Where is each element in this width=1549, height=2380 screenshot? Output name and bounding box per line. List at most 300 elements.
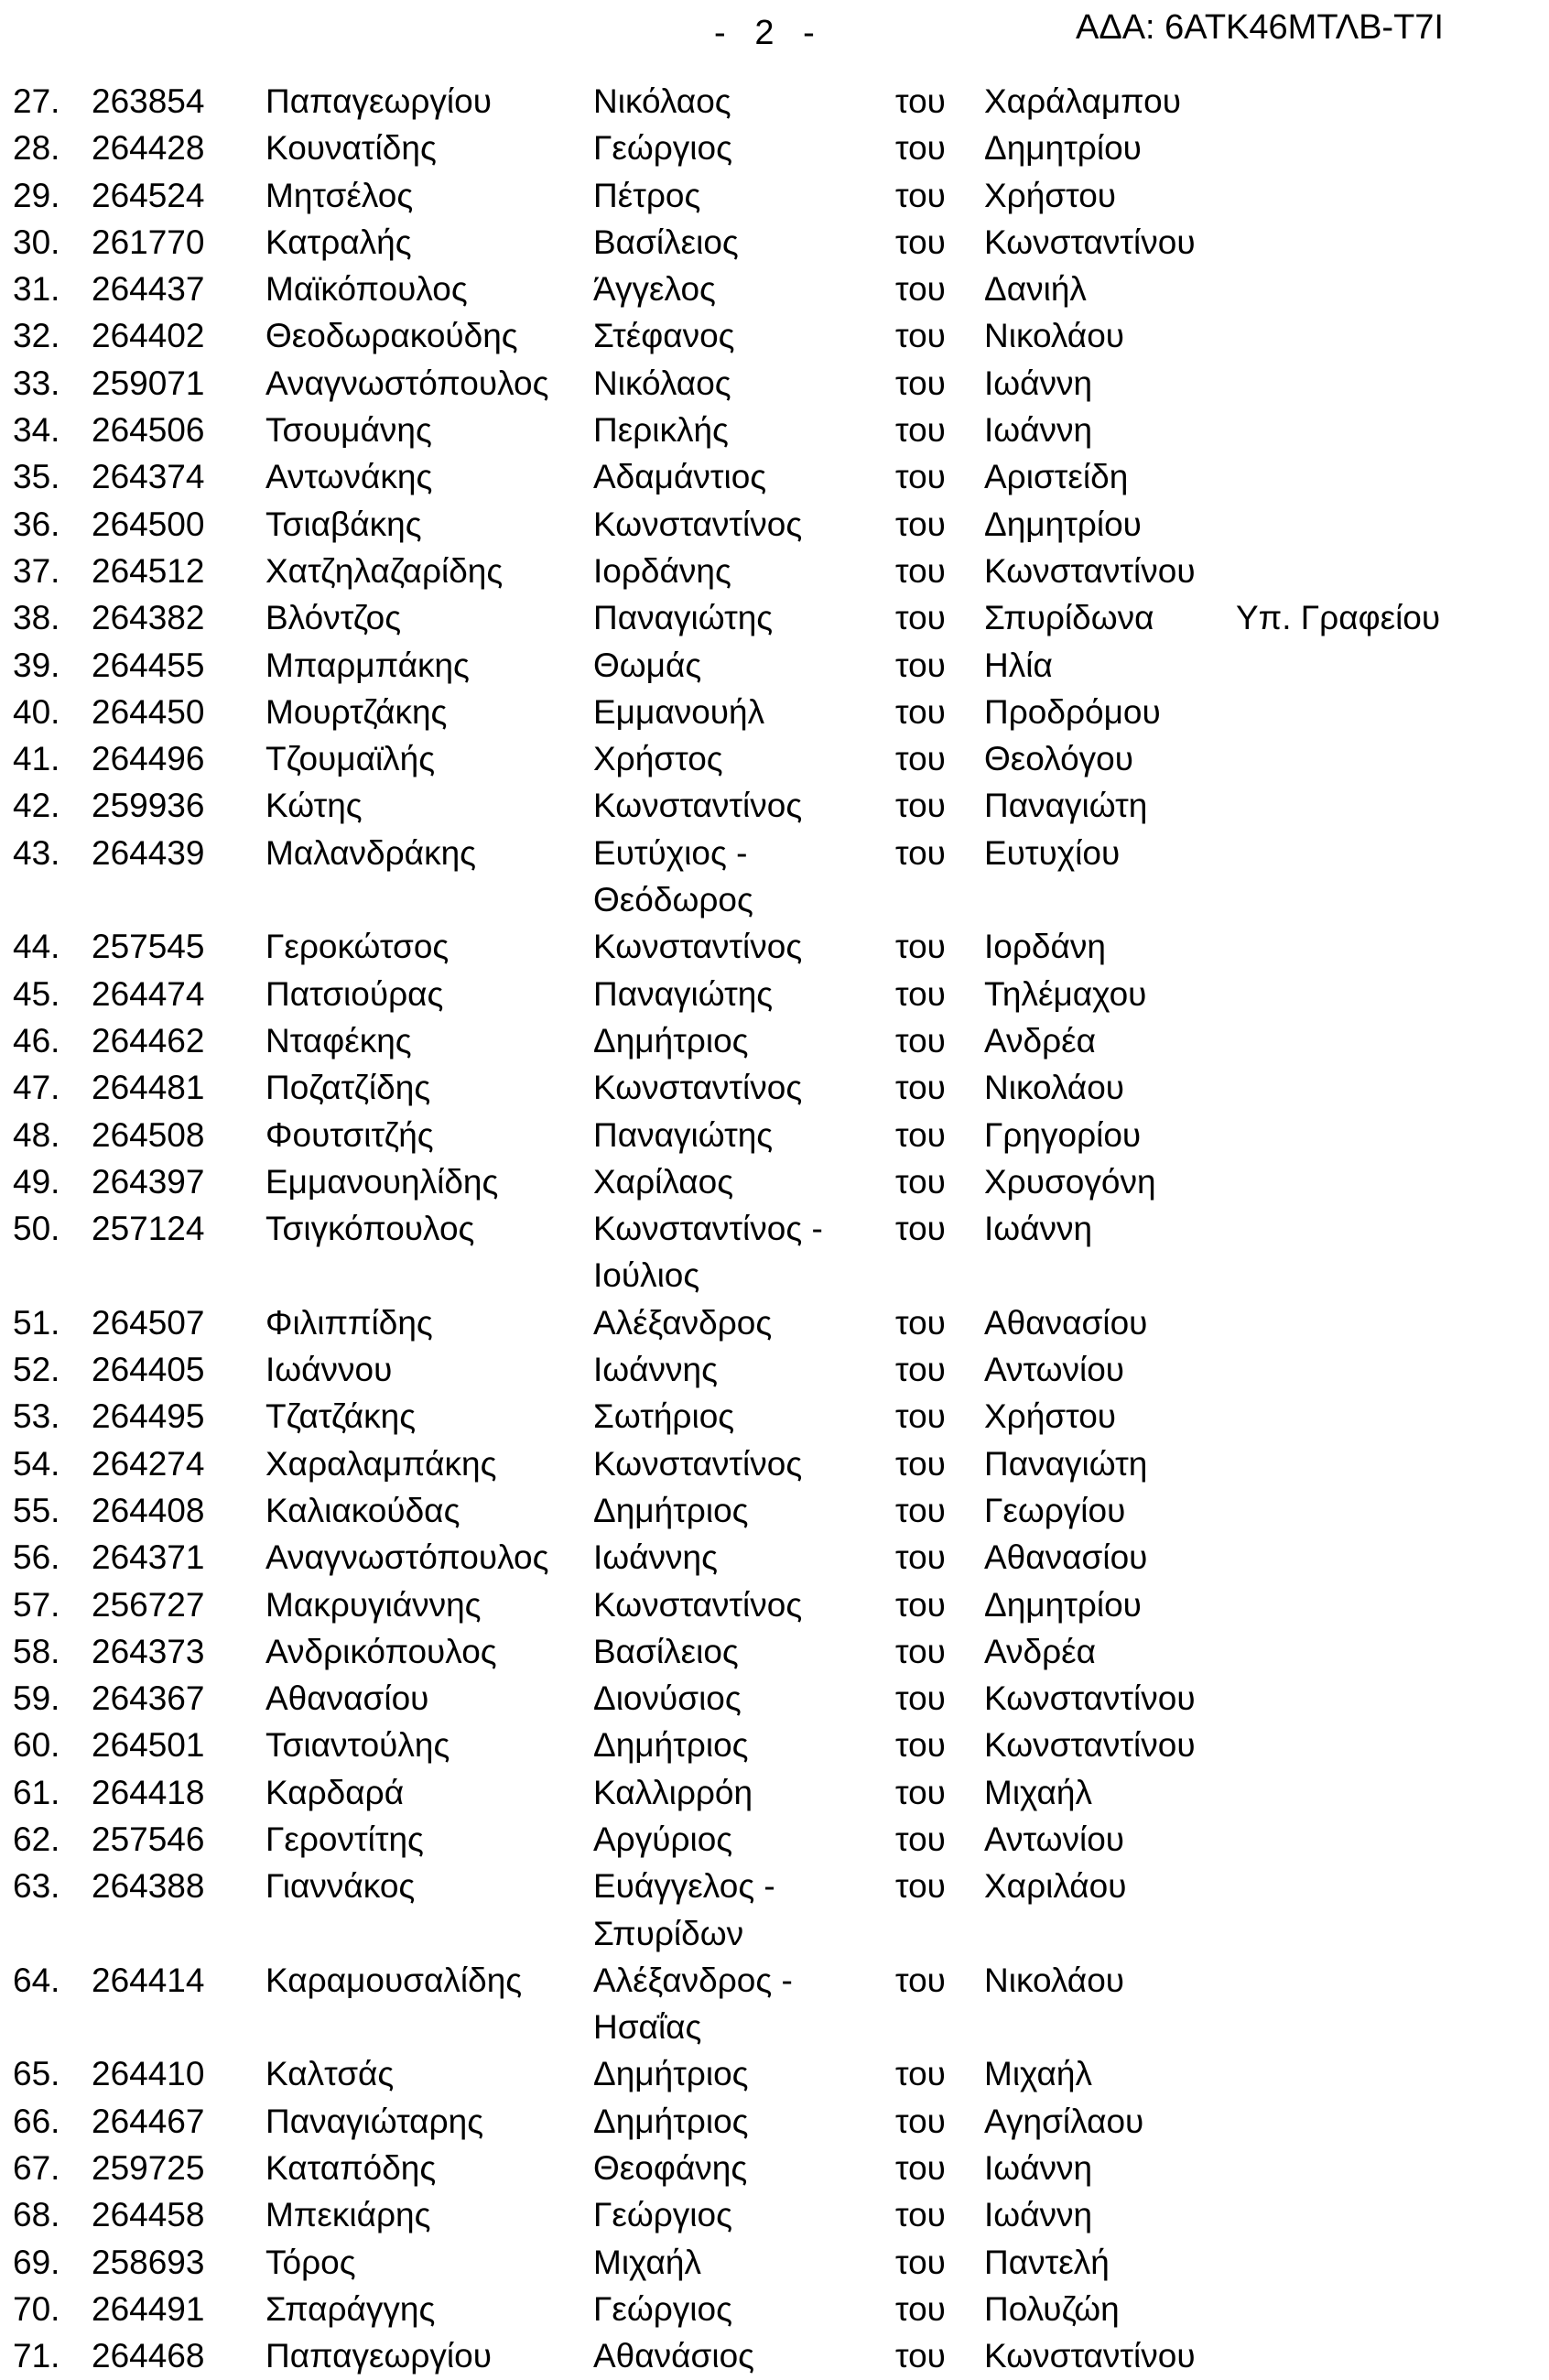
table-row — [0, 2286, 1549, 2332]
table-row — [0, 1816, 1549, 1863]
surname: Καλιακούδας — [265, 1491, 460, 1529]
registry-code: 264373 — [92, 1632, 205, 1670]
registry-code: 264467 — [92, 2102, 205, 2140]
father-prefix: του — [895, 1351, 946, 1389]
table-row — [0, 1487, 1549, 1534]
registry-code: 264481 — [92, 1069, 205, 1107]
row-number: 29. — [13, 176, 60, 214]
surname: Σπαράγγης — [265, 2289, 436, 2328]
row-number: 35. — [13, 458, 60, 496]
registry-code: 264507 — [92, 1303, 205, 1342]
table-row — [0, 453, 1549, 500]
registry-code: 256727 — [92, 1585, 205, 1624]
row-number: 55. — [13, 1491, 60, 1529]
table-row — [0, 1205, 1549, 1299]
father-name: Μιχαήλ — [984, 1773, 1092, 1811]
first-name: Βασίλειος — [593, 223, 739, 261]
row-number: 58. — [13, 1632, 60, 1670]
first-name: Νικόλαος — [593, 364, 731, 402]
father-name: Κωνσταντίνου — [984, 1679, 1196, 1718]
surname: Μουρτζάκης — [265, 692, 448, 731]
first-name: Δημήτριος — [593, 2055, 749, 2093]
first-name: Θωμάς — [593, 646, 702, 684]
surname: Αναγνωστόπουλος — [265, 1538, 549, 1577]
father-prefix: του — [895, 551, 946, 590]
father-prefix: του — [895, 646, 946, 684]
row-number: 50. — [13, 1210, 60, 1248]
first-name: Μιχαήλ — [593, 2243, 701, 2281]
father-name: Παναγιώτη — [984, 1444, 1148, 1483]
surname: Μαϊκόπουλος — [265, 270, 468, 309]
table-row — [0, 1628, 1549, 1675]
registry-code: 264388 — [92, 1867, 205, 1906]
surname: Μπεκιάρης — [265, 2196, 431, 2234]
father-name: Χρήστου — [984, 1397, 1117, 1436]
registry-code: 264468 — [92, 2337, 205, 2375]
registry-code: 264414 — [92, 1961, 205, 1999]
row-number: 57. — [13, 1585, 60, 1624]
father-prefix: του — [895, 1867, 946, 1906]
father-prefix: του — [895, 270, 946, 309]
registry-code: 264408 — [92, 1491, 205, 1529]
registry-code: 264524 — [92, 176, 205, 214]
registry-code: 259071 — [92, 364, 205, 402]
surname: Καλτσάς — [265, 2055, 395, 2093]
registry-code: 264439 — [92, 833, 205, 872]
first-name: Ιωάννης — [593, 1538, 718, 1577]
table-row — [0, 1957, 1549, 2051]
row-number: 68. — [13, 2196, 60, 2234]
table-row — [0, 1769, 1549, 1816]
father-prefix: του — [895, 740, 946, 778]
surname: Νταφέκης — [265, 1021, 412, 1060]
first-name: Δημήτριος — [593, 1021, 749, 1060]
first-name: Ιωάννης — [593, 1351, 718, 1389]
father-prefix: του — [895, 1632, 946, 1670]
registry-code: 264437 — [92, 270, 205, 309]
first-name: Γεώργιος — [593, 2289, 732, 2328]
father-name: Νικολάου — [984, 1961, 1125, 1999]
surname: Κουνατίδης — [265, 129, 437, 168]
table-row — [0, 1017, 1549, 1064]
registry-code: 264374 — [92, 458, 205, 496]
row-number: 56. — [13, 1538, 60, 1577]
father-name: Κωνσταντίνου — [984, 1726, 1196, 1765]
table-row — [0, 782, 1549, 829]
surname: Τσιαντούλης — [265, 1726, 450, 1765]
father-prefix: του — [895, 2243, 946, 2281]
row-number: 43. — [13, 833, 60, 872]
table-row — [0, 407, 1549, 453]
surname: Ανδρικόπουλος — [265, 1632, 497, 1670]
father-prefix: του — [895, 1444, 946, 1483]
father-name: Αγησίλαου — [984, 2102, 1144, 2140]
father-name: Ιωάννη — [984, 364, 1093, 402]
first-name: Κωνσταντίνος - Ιούλιος — [593, 1210, 823, 1295]
father-name: Κωνσταντίνου — [984, 223, 1196, 261]
first-name: Παναγιώτης — [593, 599, 774, 637]
first-name: Παναγιώτης — [593, 1115, 774, 1154]
table-row — [0, 1299, 1549, 1346]
father-prefix: του — [895, 458, 946, 496]
row-number: 60. — [13, 1726, 60, 1765]
first-name: Αδαμάντιος — [593, 458, 767, 496]
father-prefix: του — [895, 928, 946, 966]
registry-code: 264410 — [92, 2055, 205, 2093]
father-prefix: του — [895, 129, 946, 168]
table-row — [0, 2050, 1549, 2097]
father-prefix: του — [895, 82, 946, 120]
registry-code: 258693 — [92, 2243, 205, 2281]
table-row — [0, 1393, 1549, 1440]
father-prefix: του — [895, 1069, 946, 1107]
registry-code: 263854 — [92, 82, 205, 120]
registry-code: 264458 — [92, 2196, 205, 2234]
father-prefix: του — [895, 2337, 946, 2375]
father-name: Μιχαήλ — [984, 2055, 1092, 2093]
row-number: 48. — [13, 1115, 60, 1154]
row-number: 52. — [13, 1351, 60, 1389]
table-row — [0, 78, 1549, 125]
row-number: 44. — [13, 928, 60, 966]
registry-code: 264428 — [92, 129, 205, 168]
father-prefix: του — [895, 599, 946, 637]
registry-code: 264501 — [92, 1726, 205, 1765]
father-prefix: του — [895, 1115, 946, 1154]
surname: Τζουμαϊλής — [265, 740, 436, 778]
surname: Πατσιούρας — [265, 974, 444, 1013]
father-name: Γρηγορίου — [984, 1115, 1142, 1154]
table-row — [0, 1440, 1549, 1487]
father-name: Ιορδάνη — [984, 928, 1106, 966]
first-name: Αλέξανδρος — [593, 1303, 773, 1342]
father-prefix: του — [895, 223, 946, 261]
table-row — [0, 312, 1549, 359]
surname: Παπαγεωργίου — [265, 2337, 492, 2375]
father-name: Θεολόγου — [984, 740, 1133, 778]
father-name: Ηλία — [984, 646, 1053, 684]
father-name: Ιωάννη — [984, 1210, 1093, 1248]
father-name: Ευτυχίου — [984, 833, 1121, 872]
surname: Βλόντζος — [265, 599, 402, 637]
row-number: 38. — [13, 599, 60, 637]
father-name: Ανδρέα — [984, 1632, 1097, 1670]
father-name: Αντωνίου — [984, 1820, 1125, 1858]
table-row — [0, 2098, 1549, 2145]
surname: Κατραλής — [265, 223, 412, 261]
first-name: Αλέξανδρος - Ησαΐας — [593, 1961, 793, 2047]
row-number: 54. — [13, 1444, 60, 1483]
first-name: Άγγελος — [593, 270, 716, 309]
first-name: Αθανάσιος — [593, 2337, 755, 2375]
father-name: Ανδρέα — [984, 1021, 1097, 1060]
surname: Εμμανουηλίδης — [265, 1162, 499, 1201]
father-prefix: του — [895, 2289, 946, 2328]
father-prefix: του — [895, 1726, 946, 1765]
father-name: Ιωάννη — [984, 2149, 1093, 2188]
father-name: Δανιήλ — [984, 270, 1087, 309]
surname: Αναγνωστόπουλος — [265, 364, 549, 402]
father-name: Δημητρίου — [984, 1585, 1142, 1624]
row-number: 39. — [13, 646, 60, 684]
father-prefix: του — [895, 1585, 946, 1624]
registry-code: 257124 — [92, 1210, 205, 1248]
father-prefix: του — [895, 1679, 946, 1718]
first-name: Πέτρος — [593, 176, 701, 214]
registry-code: 261770 — [92, 223, 205, 261]
first-name: Δημήτριος — [593, 2102, 749, 2140]
registry-code: 264405 — [92, 1351, 205, 1389]
table-row — [0, 1158, 1549, 1205]
row-number: 63. — [13, 1867, 60, 1906]
registry-code: 264455 — [92, 646, 205, 684]
father-name: Αθανασίου — [984, 1303, 1148, 1342]
surname: Τζατζάκης — [265, 1397, 417, 1436]
father-prefix: του — [895, 974, 946, 1013]
registry-code: 264462 — [92, 1021, 205, 1060]
table-row — [0, 2332, 1549, 2379]
father-name: Νικολάου — [984, 317, 1125, 355]
registry-code: 264382 — [92, 599, 205, 637]
table-row — [0, 1346, 1549, 1393]
first-name: Χρήστος — [593, 740, 723, 778]
registry-code: 264367 — [92, 1679, 205, 1718]
father-name: Αριστείδη — [984, 458, 1129, 496]
personnel-list — [0, 78, 1549, 2380]
row-number: 33. — [13, 364, 60, 402]
table-row — [0, 1581, 1549, 1628]
surname: Ποζατζίδης — [265, 1069, 431, 1107]
note: Υπ. Γραφείου — [1236, 599, 1441, 637]
surname: Αθανασίου — [265, 1679, 429, 1718]
father-prefix: του — [895, 505, 946, 543]
table-row — [0, 125, 1549, 171]
first-name: Σωτήριος — [593, 1397, 735, 1436]
registry-code: 257545 — [92, 928, 205, 966]
document-code: ΑΔΑ: 6ΑΤΚ46ΜΤΛΒ-Τ7Ι — [1075, 8, 1444, 47]
father-prefix: του — [895, 1397, 946, 1436]
table-row — [0, 594, 1549, 641]
first-name: Θεοφάνης — [593, 2149, 748, 2188]
row-number: 69. — [13, 2243, 60, 2281]
table-row — [0, 360, 1549, 407]
registry-code: 264418 — [92, 1773, 205, 1811]
registry-code: 264500 — [92, 505, 205, 543]
father-name: Αντωνίου — [984, 1351, 1125, 1389]
first-name: Βασίλειος — [593, 1632, 739, 1670]
father-prefix: του — [895, 364, 946, 402]
father-prefix: του — [895, 1538, 946, 1577]
registry-code: 264402 — [92, 317, 205, 355]
table-row — [0, 689, 1549, 735]
first-name: Δημήτριος — [593, 1491, 749, 1529]
surname: Τσουμάνης — [265, 411, 432, 450]
surname: Γεροκώτσος — [265, 928, 450, 966]
registry-code: 264508 — [92, 1115, 205, 1154]
father-name: Νικολάου — [984, 1069, 1125, 1107]
row-number: 53. — [13, 1397, 60, 1436]
surname: Παναγιώταρης — [265, 2102, 484, 2140]
row-number: 40. — [13, 692, 60, 731]
father-prefix: του — [895, 1162, 946, 1201]
father-prefix: του — [895, 317, 946, 355]
table-row — [0, 1112, 1549, 1158]
table-row — [0, 971, 1549, 1017]
table-row — [0, 1722, 1549, 1768]
surname: Κώτης — [265, 787, 363, 825]
father-prefix: του — [895, 176, 946, 214]
first-name: Ευάγγελος - Σπυρίδων — [593, 1867, 775, 1952]
father-prefix: του — [895, 2149, 946, 2188]
father-name: Κωνσταντίνου — [984, 2337, 1196, 2375]
registry-code: 257546 — [92, 1820, 205, 1858]
first-name: Παναγιώτης — [593, 974, 774, 1013]
father-prefix: του — [895, 1820, 946, 1858]
table-row — [0, 2191, 1549, 2238]
father-name: Χαράλαμπου — [984, 82, 1181, 120]
row-number: 27. — [13, 82, 60, 120]
surname: Αντωνάκης — [265, 458, 433, 496]
table-row — [0, 172, 1549, 219]
father-prefix: του — [895, 692, 946, 731]
surname: Ιωάννου — [265, 1351, 393, 1389]
father-name: Σπυρίδωνα — [984, 599, 1154, 637]
row-number: 51. — [13, 1303, 60, 1342]
first-name: Ιορδάνης — [593, 551, 731, 590]
first-name: Περικλής — [593, 411, 729, 450]
registry-code: 264495 — [92, 1397, 205, 1436]
father-prefix: του — [895, 411, 946, 450]
surname: Καραμουσαλίδης — [265, 1961, 523, 1999]
surname: Γιαννάκος — [265, 1867, 416, 1906]
first-name: Αργύριος — [593, 1820, 733, 1858]
table-row — [0, 2239, 1549, 2286]
first-name: Γεώργιος — [593, 129, 732, 168]
father-name: Χρήστου — [984, 176, 1117, 214]
registry-code: 264506 — [92, 411, 205, 450]
first-name: Καλλιρρόη — [593, 1773, 753, 1811]
father-prefix: του — [895, 2102, 946, 2140]
table-row — [0, 1675, 1549, 1722]
table-row — [0, 830, 1549, 924]
row-number: 64. — [13, 1961, 60, 1999]
table-row — [0, 219, 1549, 266]
first-name: Γεώργιος — [593, 2196, 732, 2234]
surname: Θεοδωρακούδης — [265, 317, 518, 355]
row-number: 32. — [13, 317, 60, 355]
registry-code: 264474 — [92, 974, 205, 1013]
surname: Μακρυγιάννης — [265, 1585, 482, 1624]
registry-code: 264491 — [92, 2289, 205, 2328]
row-number: 34. — [13, 411, 60, 450]
row-number: 31. — [13, 270, 60, 309]
row-number: 70. — [13, 2289, 60, 2328]
table-row — [0, 1064, 1549, 1111]
surname: Μπαρμπάκης — [265, 646, 470, 684]
surname: Καρδαρά — [265, 1773, 405, 1811]
first-name: Διονύσιος — [593, 1679, 742, 1718]
first-name: Χαρίλαος — [593, 1162, 734, 1201]
father-name: Παντελή — [984, 2243, 1110, 2281]
table-row — [0, 1534, 1549, 1581]
surname: Τσιγκόπουλος — [265, 1210, 475, 1248]
row-number: 41. — [13, 740, 60, 778]
father-prefix: του — [895, 1961, 946, 1999]
father-name: Κωνσταντίνου — [984, 551, 1196, 590]
page-number: - 2 - — [714, 14, 815, 52]
father-prefix: του — [895, 1773, 946, 1811]
table-row — [0, 2145, 1549, 2191]
surname: Παπαγεωργίου — [265, 82, 492, 120]
surname: Γεροντίτης — [265, 1820, 424, 1858]
row-number: 37. — [13, 551, 60, 590]
row-number: 61. — [13, 1773, 60, 1811]
table-row — [0, 266, 1549, 312]
registry-code: 264274 — [92, 1444, 205, 1483]
father-name: Πολυζώη — [984, 2289, 1120, 2328]
first-name: Ευτύχιος - Θεόδωρος — [593, 833, 753, 919]
surname: Τσιαβάκης — [265, 505, 422, 543]
registry-code: 264496 — [92, 740, 205, 778]
father-name: Παναγιώτη — [984, 787, 1148, 825]
father-name: Προδρόμου — [984, 692, 1161, 731]
father-name: Χαριλάου — [984, 1867, 1127, 1906]
father-name: Ιωάννη — [984, 411, 1093, 450]
father-prefix: του — [895, 1210, 946, 1248]
row-number: 59. — [13, 1679, 60, 1718]
registry-code: 264512 — [92, 551, 205, 590]
surname: Χαραλαμπάκης — [265, 1444, 497, 1483]
registry-code: 259936 — [92, 787, 205, 825]
table-row — [0, 548, 1549, 594]
surname: Μαλανδράκης — [265, 833, 476, 872]
father-prefix: του — [895, 2055, 946, 2093]
registry-code: 264371 — [92, 1538, 205, 1577]
row-number: 66. — [13, 2102, 60, 2140]
father-name: Γεωργίου — [984, 1491, 1126, 1529]
registry-code: 264397 — [92, 1162, 205, 1201]
first-name: Κωνσταντίνος — [593, 1069, 803, 1107]
father-name: Χρυσογόνη — [984, 1162, 1156, 1201]
row-number: 42. — [13, 787, 60, 825]
row-number: 67. — [13, 2149, 60, 2188]
surname: Χατζηλαζαρίδης — [265, 551, 504, 590]
father-name: Ιωάννη — [984, 2196, 1093, 2234]
registry-code: 259725 — [92, 2149, 205, 2188]
surname: Μητσέλος — [265, 176, 414, 214]
table-row — [0, 1863, 1549, 1957]
first-name: Κωνσταντίνος — [593, 1444, 803, 1483]
father-name: Τηλέμαχου — [984, 974, 1147, 1013]
father-prefix: του — [895, 833, 946, 872]
father-prefix: του — [895, 1303, 946, 1342]
row-number: 49. — [13, 1162, 60, 1201]
father-prefix: του — [895, 2196, 946, 2234]
table-row — [0, 735, 1549, 782]
first-name: Στέφανος — [593, 317, 735, 355]
father-name: Αθανασίου — [984, 1538, 1148, 1577]
father-prefix: του — [895, 787, 946, 825]
registry-code: 264450 — [92, 692, 205, 731]
surname: Φουτσιτζής — [265, 1115, 434, 1154]
father-name: Δημητρίου — [984, 129, 1142, 168]
surname: Φιλιππίδης — [265, 1303, 433, 1342]
table-row — [0, 642, 1549, 689]
surname: Τόρος — [265, 2243, 356, 2281]
table-row — [0, 501, 1549, 548]
first-name: Κωνσταντίνος — [593, 787, 803, 825]
father-name: Δημητρίου — [984, 505, 1142, 543]
